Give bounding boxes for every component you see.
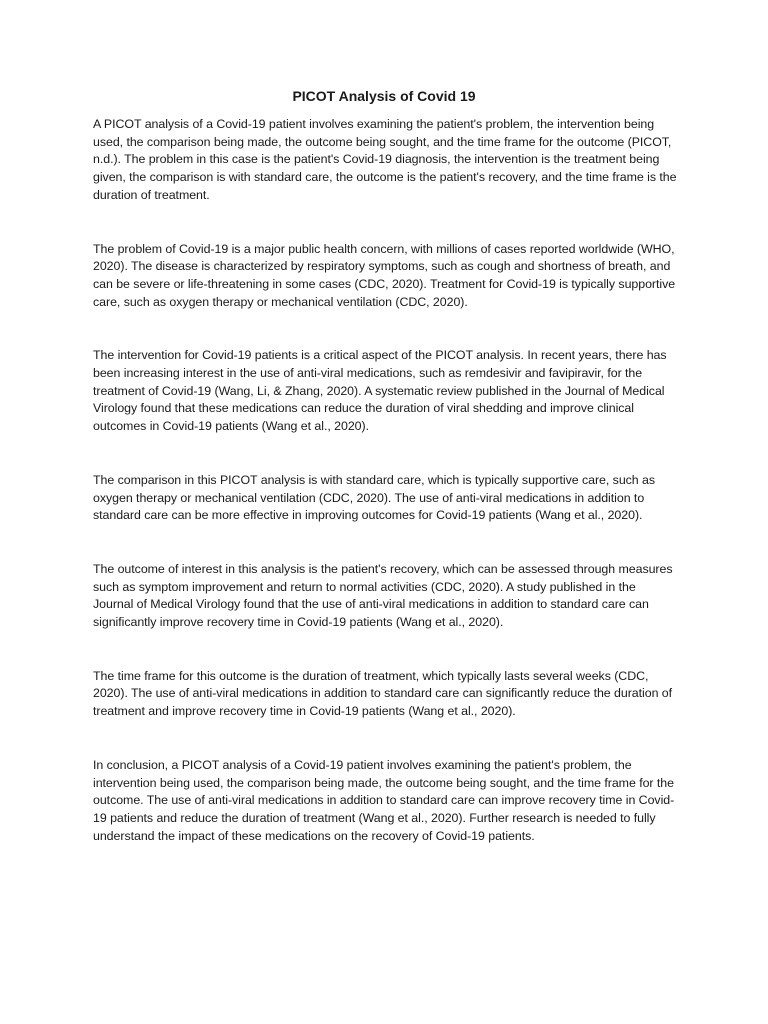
paragraph-intervention: The intervention for Covid-19 patients is a critical aspect of the PICOT analysis. In recent years, there has been increasing interest in the use of anti-viral medications, such as remdesivir and favipiravir, for the treatment of Covid-19 (Wang, Li, & Zhang, 2020). A systematic review published in the Journal of Medical Virology found that these medications can reduce the duration of viral shedding and improve clinical outcomes in Covid-19 patients (Wang et al., 2020). [93,348,667,434]
paragraph-time-frame: The time frame for this outcome is the duration of treatment, which typically lasts several weeks (CDC, 2020). The use of anti-viral medications in addition to standard care can significantly reduce the duration of treatment and improve recovery time in Covid-19 patients (Wang et al., 2020). [93,668,673,719]
paragraph-introduction: A PICOT analysis of a Covid-19 patient involves examining the patient's problem, the intervention being used, the comparison being made, the outcome being sought, and the time frame for the outcome (PICOT, n.d.). The problem in this case is the patient's Covid-19 diagnosis, the intervention is the treatment being given, the comparison is with standard care, the outcome is the patient's recovery, and the time frame is the duration of treatment. [93,117,677,202]
document-body [93,116,677,881]
document-title: PICOT Analysis of Covid 19 [292,88,476,104]
paragraph-conclusion: In conclusion, a PICOT analysis of a Covid-19 patient involves examining the patient's problem, the intervention being used, the comparison being made, the outcome being sought, and the time frame for the outcome. The use of anti-viral medications in addition to standard care can improve recovery time in Covid-19 patients and reduce the duration of treatment (Wang et al., 2020). Further research is needed to fully understand the impact of these medications on the recovery of Covid-19 patients. [93,757,675,843]
paragraph-outcome: The outcome of interest in this analysis is the patient's recovery, which can be assessed through measures such as symptom improvement and return to normal activities (CDC, 2020). A study published in the Journal of Medical Virology found that the use of anti-viral medications in addition to standard care can significantly improve recovery time in Covid-19 patients (Wang et al., 2020). [93,561,673,630]
paragraph-problem: The problem of Covid-19 is a major public health concern, with millions of cases reported worldwide (WHO, 2020). The disease is characterized by respiratory symptoms, such as cough and shortness of breath, and can be severe or life-threatening in some cases (CDC, 2020). Treatment for Covid-19 is typically supportive care, such as oxygen therapy or mechanical ventilation (CDC, 2020). [93,241,676,309]
paragraph-comparison: The comparison in this PICOT analysis is with standard care, which is typically supportive care, such as oxygen therapy or mechanical ventilation (CDC, 2020). The use of anti-viral medications in addition to standard care can be more effective in improving outcomes for Covid-19 patients (Wang et al., 2020). [93,472,656,523]
